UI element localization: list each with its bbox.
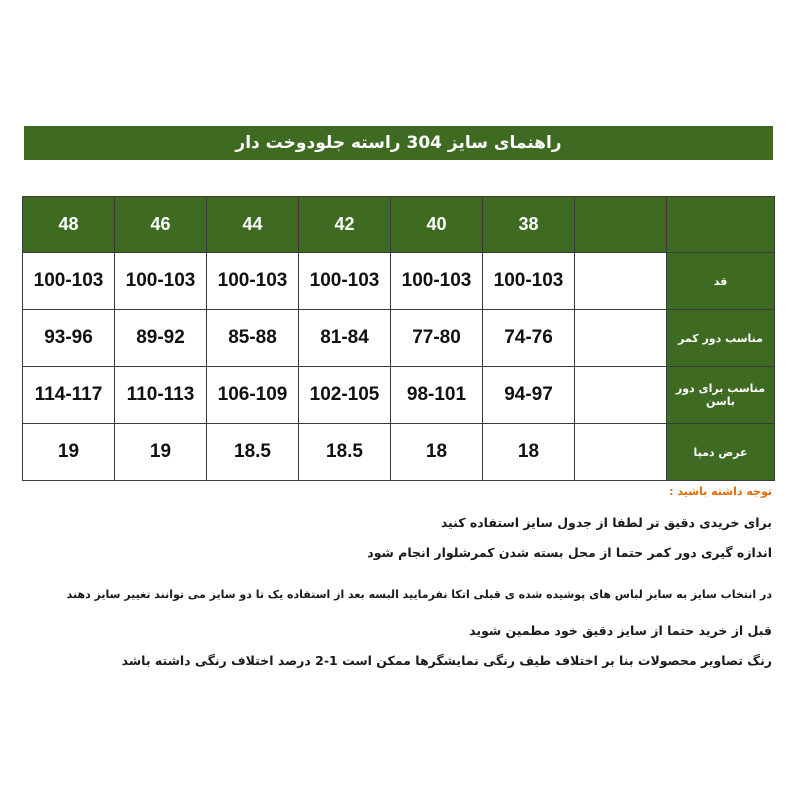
note-line: برای خریدی دقیق تر لطفا از جدول سایز استفاده کنید — [440, 515, 772, 530]
table-cell: 74-76 — [483, 310, 575, 367]
note-line: رنگ تصاویر محصولات بنا بر اختلاف طیف رنگی نمایشگرها ممکن است 1-2 درصد اختلاف رنگی داشته باشد — [121, 653, 772, 668]
note-line: قبل از خرید حتما از سایز دقیق خود مطمین شوید — [469, 623, 772, 638]
header-spacer-cell — [575, 197, 667, 253]
size-header-cell: 46 — [115, 197, 207, 253]
size-header-row — [23, 197, 775, 253]
note-line: در انتخاب سایز به سایز لباس های پوشیده شده ی قبلی اتکا نفرمایید البسه بعد از استفاده یک تا دو سایز می توانند تغییر سایز دهند — [66, 588, 772, 601]
table-cell: 77-80 — [391, 310, 483, 367]
size-header-cell: 42 — [299, 197, 391, 253]
size-header-cell: 38 — [483, 197, 575, 253]
notes-heading: توجه داشته باشید : — [669, 485, 772, 498]
table-cell: 100-103 — [483, 253, 575, 310]
table-cell: 18 — [391, 424, 483, 481]
table-cell: 106-109 — [207, 367, 299, 424]
table-cell: 100-103 — [391, 253, 483, 310]
table-cell: 100-103 — [23, 253, 115, 310]
size-header-cell: 44 — [207, 197, 299, 253]
size-header-cell: 48 — [23, 197, 115, 253]
table-row — [23, 310, 775, 367]
table-cell: 100-103 — [115, 253, 207, 310]
table-cell: 18.5 — [299, 424, 391, 481]
header-corner-cell — [667, 197, 775, 253]
row-label: مناسب دور کمر — [667, 310, 775, 367]
note-line: اندازه گیری دور کمر حتما از محل بسته شدن کمرشلوار انجام شود — [367, 545, 772, 560]
table-row — [23, 367, 775, 424]
size-table — [22, 196, 775, 481]
table-cell: 110-113 — [115, 367, 207, 424]
table-cell: 19 — [23, 424, 115, 481]
table-cell: 114-117 — [23, 367, 115, 424]
table-row — [23, 253, 775, 310]
table-cell: 81-84 — [299, 310, 391, 367]
table-cell: 102-105 — [299, 367, 391, 424]
table-cell: 85-88 — [207, 310, 299, 367]
blank-cell — [575, 310, 667, 367]
page-title: راهنمای سایز 304 راسته جلودوخت دار — [235, 133, 562, 153]
table-cell: 98-101 — [391, 367, 483, 424]
blank-cell — [575, 253, 667, 310]
notes-section — [32, 484, 772, 669]
blank-cell — [575, 367, 667, 424]
table-cell: 100-103 — [299, 253, 391, 310]
table-cell: 18 — [483, 424, 575, 481]
table-cell: 93-96 — [23, 310, 115, 367]
table-row — [23, 424, 775, 481]
table-cell: 19 — [115, 424, 207, 481]
row-label: قد — [667, 253, 775, 310]
blank-cell — [575, 424, 667, 481]
table-cell: 94-97 — [483, 367, 575, 424]
table-cell: 89-92 — [115, 310, 207, 367]
title-bar — [24, 126, 773, 160]
row-label: عرض دمپا — [667, 424, 775, 481]
table-cell: 18.5 — [207, 424, 299, 481]
table-cell: 100-103 — [207, 253, 299, 310]
row-label: مناسب برای دور باسن — [667, 367, 775, 424]
size-header-cell: 40 — [391, 197, 483, 253]
